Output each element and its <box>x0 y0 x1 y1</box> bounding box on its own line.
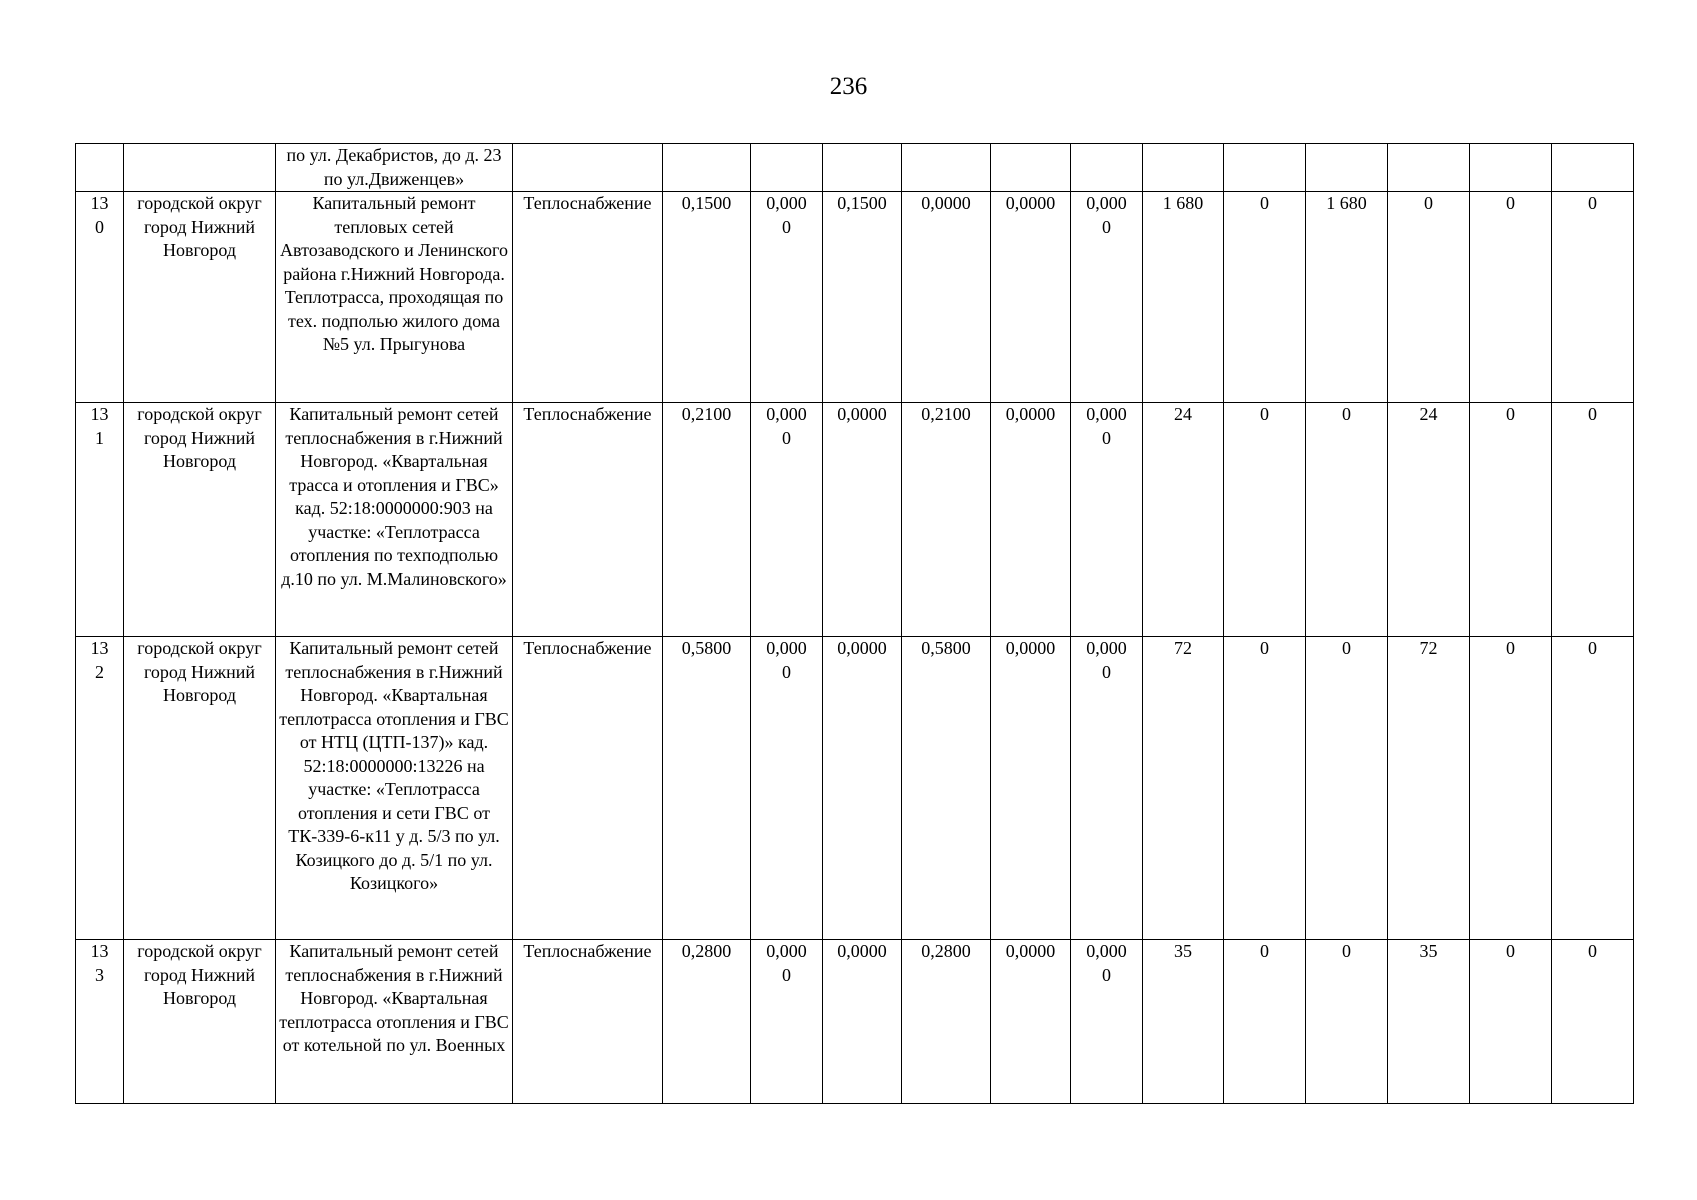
cell-number: 131 <box>76 403 124 637</box>
cell-description: по ул. Декабристов, до д. 23 по ул.Движенцев» <box>276 144 513 192</box>
cell-value: 35 <box>1143 940 1224 1104</box>
cell-number: 132 <box>76 637 124 940</box>
cell-description: Капитальный ремонт сетей теплоснабжения в г.Нижний Новгород. «Квартальная теплотрасса отопления и ГВС от котельной по ул. Военных <box>276 940 513 1104</box>
cell-value: 0,2100 <box>663 403 751 637</box>
cell-number: 133 <box>76 940 124 1104</box>
cell-value: 0 <box>1224 940 1306 1104</box>
cell-value: 0 <box>1470 637 1552 940</box>
cell-municipality: городской округ город Нижний Новгород <box>124 637 276 940</box>
cell-value <box>902 144 991 192</box>
cell-value: 72 <box>1143 637 1224 940</box>
cell-value <box>991 144 1071 192</box>
cell-number: 130 <box>76 192 124 403</box>
cell-value: 0,1500 <box>823 192 902 403</box>
cell-value: 0,0000 <box>751 940 823 1104</box>
cell-value: 72 <box>1388 637 1470 940</box>
cell-type: Теплоснабжение <box>513 637 663 940</box>
cell-value: 1 680 <box>1143 192 1224 403</box>
cell-value: 0 <box>1552 940 1634 1104</box>
cell-value: 0 <box>1552 403 1634 637</box>
cell-value: 0,0000 <box>991 940 1071 1104</box>
cell-value <box>1071 144 1143 192</box>
cell-value: 0 <box>1470 940 1552 1104</box>
cell-value: 0,0000 <box>991 403 1071 637</box>
cell-value: 0,2100 <box>902 403 991 637</box>
cell-value: 0 <box>1470 403 1552 637</box>
cell-value: 0,5800 <box>663 637 751 940</box>
cell-value: 0,0000 <box>823 637 902 940</box>
cell-value: 0 <box>1388 192 1470 403</box>
cell-municipality: городской округ город Нижний Новгород <box>124 403 276 637</box>
cell-value <box>1388 144 1470 192</box>
cell-value: 24 <box>1143 403 1224 637</box>
cell-value: 0 <box>1224 192 1306 403</box>
cell-type: Теплоснабжение <box>513 403 663 637</box>
cell-value: 0,0000 <box>991 192 1071 403</box>
cell-value <box>1143 144 1224 192</box>
cell-type: Теплоснабжение <box>513 940 663 1104</box>
cell-description: Капитальный ремонт сетей теплоснабжения в г.Нижний Новгород. «Квартальная теплотрасса отопления и ГВС от НТЦ (ЦТП-137)» кад. 52:18:0000000:13226 на участке: «Теплотрасса отопления и сети ГВС от ТК-339-6-к11 у д. 5/3 по ул. Козицкого до д. 5/1 по ул. Козицкого» <box>276 637 513 940</box>
cell-value: 1 680 <box>1306 192 1388 403</box>
cell-value: 0,0000 <box>751 192 823 403</box>
cell-value <box>751 144 823 192</box>
data-table <box>75 143 1634 1104</box>
cell-value: 0 <box>1224 403 1306 637</box>
cell-value: 0,0000 <box>1071 940 1143 1104</box>
cell-value <box>1224 144 1306 192</box>
cell-description: Капитальный ремонт тепловых сетей Автозаводского и Ленинского района г.Нижний Новгорода. Теплотрасса, проходящая по тех. подполью жилого дома №5 ул. Прыгунова <box>276 192 513 403</box>
table-row <box>76 940 1634 1104</box>
cell-value: 35 <box>1388 940 1470 1104</box>
table-row <box>76 403 1634 637</box>
cell-value: 0,0000 <box>751 637 823 940</box>
cell-value: 0,0000 <box>823 403 902 637</box>
cell-value: 0,2800 <box>902 940 991 1104</box>
cell-municipality <box>124 144 276 192</box>
table-row <box>76 144 1634 192</box>
cell-type: Теплоснабжение <box>513 192 663 403</box>
cell-value: 0,0000 <box>1071 637 1143 940</box>
cell-value <box>1306 144 1388 192</box>
cell-type <box>513 144 663 192</box>
cell-value <box>663 144 751 192</box>
cell-value: 0,2800 <box>663 940 751 1104</box>
cell-value: 0 <box>1552 192 1634 403</box>
cell-value <box>1552 144 1634 192</box>
cell-value: 0 <box>1224 637 1306 940</box>
page-number: 236 <box>829 73 868 100</box>
table-row <box>76 192 1634 403</box>
cell-value: 0 <box>1306 637 1388 940</box>
cell-value: 0 <box>1470 192 1552 403</box>
cell-value: 0,0000 <box>902 192 991 403</box>
cell-value: 0,0000 <box>751 403 823 637</box>
cell-value: 0,5800 <box>902 637 991 940</box>
cell-municipality: городской округ город Нижний Новгород <box>124 192 276 403</box>
cell-value: 0 <box>1306 403 1388 637</box>
cell-description: Капитальный ремонт сетей теплоснабжения в г.Нижний Новгород. «Квартальная трасса и отопления и ГВС» кад. 52:18:0000000:903 на участке: «Теплотрасса отопления по техподполью д.10 по ул. М.Малиновского» <box>276 403 513 637</box>
cell-value <box>823 144 902 192</box>
cell-value: 0 <box>1306 940 1388 1104</box>
cell-value: 0,0000 <box>1071 403 1143 637</box>
cell-value: 0,0000 <box>1071 192 1143 403</box>
table-row <box>76 637 1634 940</box>
cell-value: 0,1500 <box>663 192 751 403</box>
cell-municipality: городской округ город Нижний Новгород <box>124 940 276 1104</box>
cell-value: 24 <box>1388 403 1470 637</box>
cell-value: 0 <box>1552 637 1634 940</box>
cell-value <box>1470 144 1552 192</box>
cell-value: 0,0000 <box>823 940 902 1104</box>
cell-number <box>76 144 124 192</box>
cell-value: 0,0000 <box>991 637 1071 940</box>
